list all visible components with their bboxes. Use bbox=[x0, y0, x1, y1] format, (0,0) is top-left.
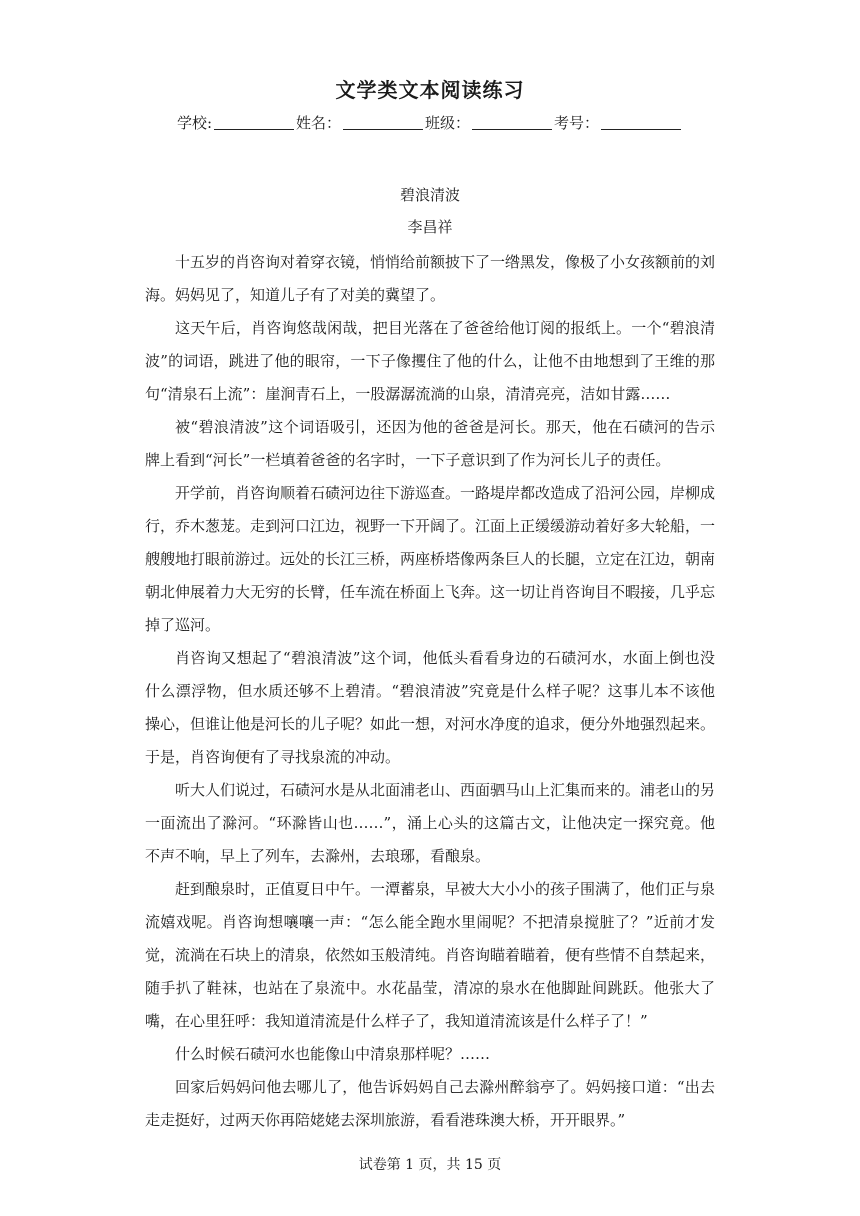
exam-number-blank bbox=[601, 115, 681, 130]
article-title: 碧浪清波 bbox=[399, 186, 460, 204]
paragraph: 十五岁的肖咨询对着穿衣镜，悄悄给前额披下了一绺黑发，像极了小女孩额前的刘海。妈妈见了，知道儿子有了对美的冀望了。 bbox=[145, 253, 716, 304]
name-blank bbox=[343, 115, 423, 130]
name-label: 姓名： bbox=[296, 114, 342, 132]
paragraph: 肖咨询又想起了“碧浪清波”这个词，他低头看看身边的石碛河水，水面上倒也没什么漂浮物，但水质还够不上碧清。“碧浪清波”究竟是什么样子呢？这事儿本不该他操心，但谁让他是河长的儿子呢？如此一想，对河水净度的追求，便分外地强烈起来。于是，肖咨询便有了寻找泉流的冲动。 bbox=[145, 649, 716, 766]
article-author: 李昌祥 bbox=[407, 218, 453, 236]
paragraph: 被“碧浪清波”这个词语吸引，还因为他的爸爸是河长。那天，他在石碛河的告示牌上看到“河长”一栏填着爸爸的名字时，一下子意识到了作为河长儿子的责任。 bbox=[145, 418, 715, 469]
paragraph: 赶到酿泉时，正值夏日中午。一潭蓄泉，早被大大小小的孩子围满了，他们正与泉流嬉戏呢。肖咨询想嚷嚷一声：“怎么能全跑水里闹呢？不把清泉搅脏了？”近前才发觉，流淌在石块上的清泉，依然如玉般清纯。肖咨询瞄着瞄着，便有些情不自禁起来，随手扒了鞋袜，也站在了泉流中。水花晶莹，清凉的泉水在他脚趾间跳跃。他张大了嘴，在心里狂呼：我知道清流是什么样子了，我知道清流该是什么样子了！” bbox=[145, 880, 716, 1030]
class-blank bbox=[472, 115, 552, 130]
paragraph: 听大人们说过，石碛河水是从北面浦老山、西面驷马山上汇集而来的。浦老山的另一面流出了滁河。“环滁皆山也……”，涌上心头的这篇古文，让他决定一探究竟。他不声不响，早上了列车，去滁州，去琅琊，看酿泉。 bbox=[145, 781, 716, 865]
student-info-line bbox=[0, 112, 860, 133]
paragraph: 开学前，肖咨询顺着石碛河边往下游巡查。一路堤岸都改造成了沿河公园，岸柳成行，乔木葱茏。走到河口江边，视野一下开阔了。江面上正缓缓游动着好多大轮船，一艘艘地打眼前游过。远处的长江三桥，两座桥塔像两条巨人的长腿，立定在江边，朝南朝北伸展着力大无穷的长臂，任车流在桥面上飞奔。这一切让肖咨询目不暇接，几乎忘掉了巡河。 bbox=[145, 484, 716, 634]
page-title: 文学类文本阅读练习 bbox=[335, 78, 525, 102]
school-label: 学校: bbox=[176, 114, 212, 132]
paragraph: 这天午后，肖咨询悠哉闲哉，把目光落在了爸爸给他订阅的报纸上。一个“碧浪清波”的词语，跳进了他的眼帘，一下子像攫住了他的什么，让他不由地想到了王维的那句“清泉石上流”：崖涧青石上，一股潺潺流淌的山泉，清清亮亮，洁如甘露…… bbox=[145, 319, 715, 403]
class-label: 班级： bbox=[425, 114, 471, 132]
school-blank bbox=[214, 115, 294, 130]
article-body bbox=[145, 246, 715, 1137]
exam-number-label: 考号： bbox=[554, 114, 600, 132]
paragraph: 什么时候石碛河水也能像山中清泉那样呢？…… bbox=[175, 1045, 491, 1063]
paragraph: 回家后妈妈问他去哪儿了，他告诉妈妈自己去滁州醉翁亭了。妈妈接口道：“出去走走挺好，过两天你再陪姥姥去深圳旅游，看看港珠澳大桥，开开眼界。” bbox=[145, 1078, 715, 1129]
page-footer: 试卷第 1 页，共 15 页 bbox=[358, 1157, 502, 1173]
